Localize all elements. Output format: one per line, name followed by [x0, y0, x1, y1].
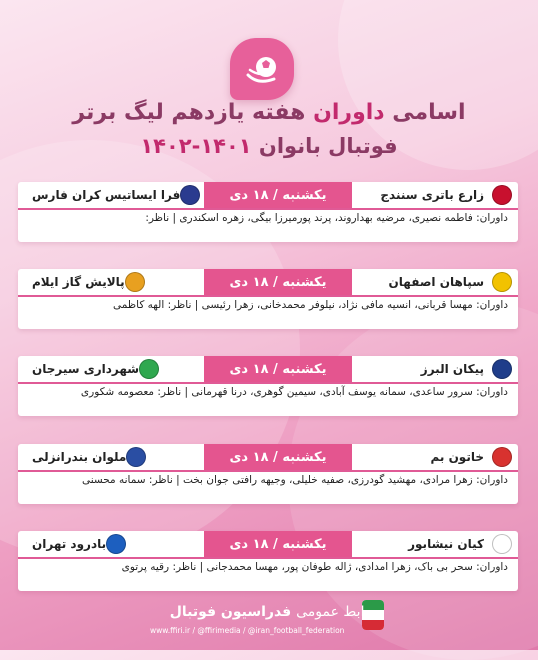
home-team-crest-icon [492, 185, 512, 205]
away-team-name: شهرداری سیرجان [32, 362, 140, 376]
away-team [24, 359, 159, 379]
referees-list: داوران: سحر بی باک، زهرا امدادی، ژاله طوفان پور، مهسا محمدجانی | ناظر: رقیه پرتوی [121, 561, 508, 573]
title-text: اسامی [392, 100, 466, 125]
away-team-name: ملوان بندرانزلی [32, 450, 127, 464]
home-team-crest-icon [492, 534, 512, 554]
home-team [430, 447, 512, 467]
match-date: یکشنبه / ۱۸ دی [204, 444, 352, 470]
away-team-crest-icon [125, 272, 145, 292]
home-team [408, 534, 512, 554]
match-header [18, 182, 518, 210]
match-date: یکشنبه / ۱۸ دی [204, 182, 352, 208]
home-team [380, 185, 512, 205]
away-team-crest-icon [139, 359, 159, 379]
subtitle-text: فوتبال بانوان [258, 134, 398, 158]
home-team [421, 359, 512, 379]
home-team [389, 272, 512, 292]
referees-list: داوران: زهرا مرادی، مهشید گودرزی، صفیه خلیلی، وجیهه رافتی جوان بخت | ناظر: سمانه محسنی [81, 474, 508, 486]
match-card [18, 182, 518, 242]
footer-org-light: روابط عمومی [296, 604, 378, 620]
match-header [18, 531, 518, 559]
referees-list: داوران: سرور ساعدی، سمانه یوسف آبادی، سیمین گوهری، درنا قهرمانی | ناظر: معصومه شکوری [80, 386, 508, 398]
home-team-name: کیان نیشابور [408, 537, 484, 551]
match-header [18, 269, 518, 297]
home-team-name: سپاهان اصفهان [388, 275, 484, 289]
match-card [18, 269, 518, 329]
match-header [18, 356, 518, 384]
footer-org-bold: فدراسیون فوتبال [169, 604, 292, 620]
match-card [18, 444, 518, 504]
title-highlight: داوران [313, 100, 385, 125]
title-text: هفته یازدهم لیگ برتر [72, 100, 306, 125]
match-card [18, 531, 518, 591]
away-team-crest-icon [106, 534, 126, 554]
match-date: یکشنبه / ۱۸ دی [204, 269, 352, 295]
football-icon [242, 49, 282, 89]
home-team-crest-icon [492, 447, 512, 467]
footer-organization [170, 604, 378, 620]
away-team [24, 272, 145, 292]
away-team [24, 534, 126, 554]
season-years: ۱۴۰۱-۱۴۰۲ [140, 134, 252, 158]
away-team-name: پالایش گاز ایلام [32, 275, 125, 289]
home-team-name: زارع باتری سنندج [380, 188, 484, 202]
away-team [24, 447, 146, 467]
referees-list: داوران: مهسا قربانی، انسیه مافی نژاد، نیلوفر محمدخانی، زهرا رئیسی | ناظر: الهه کاظمی [112, 299, 508, 311]
footer-social-links: www.ffiri.ir / @ffirimedia / @iran_football_federation [150, 626, 345, 635]
match-card [18, 356, 518, 416]
home-team-crest-icon [492, 359, 512, 379]
referees-list: داوران: فاطمه نصیری، مرضیه بهداروند، پرند پورمیرزا بیگی، زهره اسکندری | ناظر: [145, 212, 508, 224]
league-logo-icon [230, 38, 294, 100]
page-title [0, 100, 538, 125]
home-team-name: خاتون بم [430, 450, 484, 464]
match-date: یکشنبه / ۱۸ دی [204, 356, 352, 382]
match-date: یکشنبه / ۱۸ دی [204, 531, 352, 557]
away-team [24, 185, 200, 205]
away-team-name: بادرود تهران [32, 537, 107, 551]
page-subtitle [0, 134, 538, 158]
away-team-crest-icon [180, 185, 200, 205]
home-team-name: پیکان البرز [420, 362, 484, 376]
match-header [18, 444, 518, 472]
away-team-name: فرا ایساتیس کران فارس [32, 188, 181, 202]
away-team-crest-icon [126, 447, 146, 467]
home-team-crest-icon [492, 272, 512, 292]
